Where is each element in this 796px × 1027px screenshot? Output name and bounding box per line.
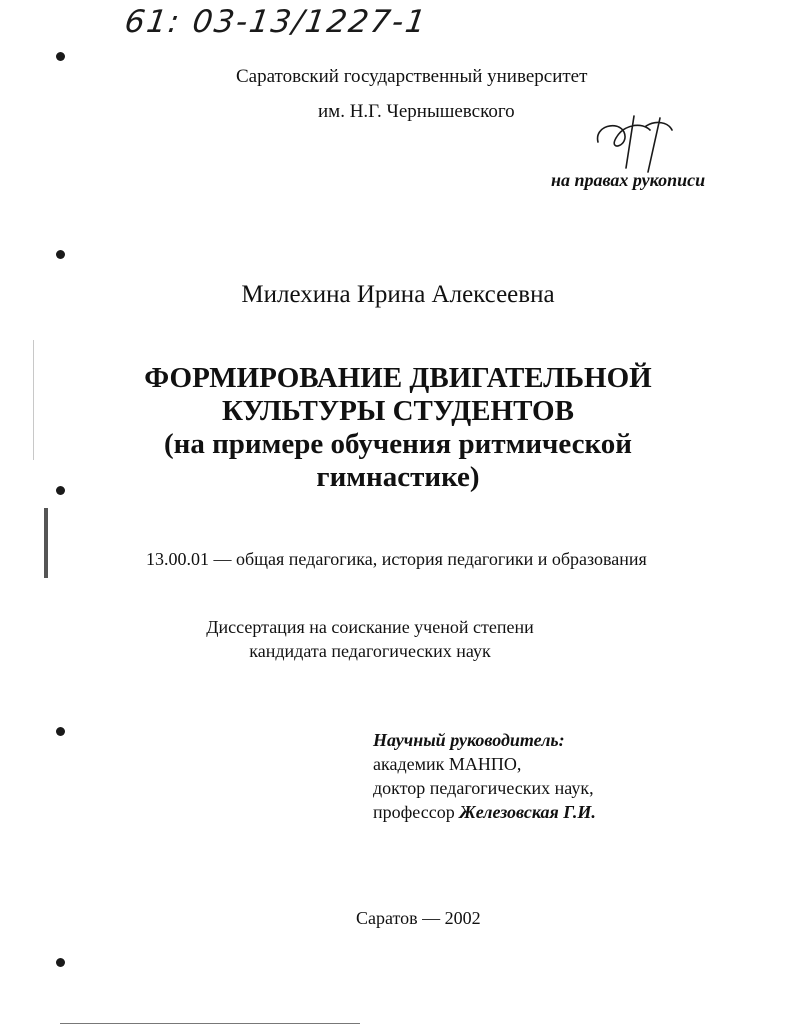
city-year: Саратов — 2002	[356, 908, 481, 928]
supervisor-name: Железовская Г.И.	[459, 802, 596, 822]
author-name: Милехина Ирина Алексеевна	[241, 281, 555, 308]
supervisor-title: академик МАНПО,	[373, 754, 522, 774]
specialty-code: 13.00.01 — общая педагогика, история педагогики и образования	[146, 549, 647, 569]
punch-hole-mark	[56, 958, 65, 967]
punch-hole-mark	[56, 52, 65, 61]
supervisor-position: профессор Железовская Г.И.	[373, 802, 596, 822]
supervisor-degree: доктор педагогических наук,	[373, 778, 594, 798]
supervisor-label: Научный руководитель:	[373, 730, 565, 750]
supervisor-block	[373, 728, 596, 824]
university-named-after: им. Н.Г. Чернышевского	[318, 101, 515, 122]
manuscript-rights-note: на правах рукописи	[551, 170, 706, 190]
punch-hole-mark	[56, 727, 65, 736]
title-line: ФОРМИРОВАНИЕ ДВИГАТЕЛЬНОЙ	[144, 362, 652, 394]
dissertation-title	[0, 362, 796, 494]
scan-bottom-line	[60, 1023, 360, 1024]
archive-code: 61: 03-13/1227-1	[122, 4, 430, 40]
scan-edge-mark	[44, 508, 48, 578]
degree-statement: Диссертация на соискание ученой степени кандидата педагогических наук	[206, 617, 534, 661]
signature	[590, 112, 680, 174]
title-line: КУЛЬТУРЫ СТУДЕНТОВ	[222, 395, 574, 427]
university-name: Саратовский государственный университет	[236, 66, 588, 87]
title-line: (на примере обучения ритмической	[163, 428, 633, 460]
punch-hole-mark	[56, 250, 65, 259]
title-line: гимнастике)	[316, 461, 480, 493]
